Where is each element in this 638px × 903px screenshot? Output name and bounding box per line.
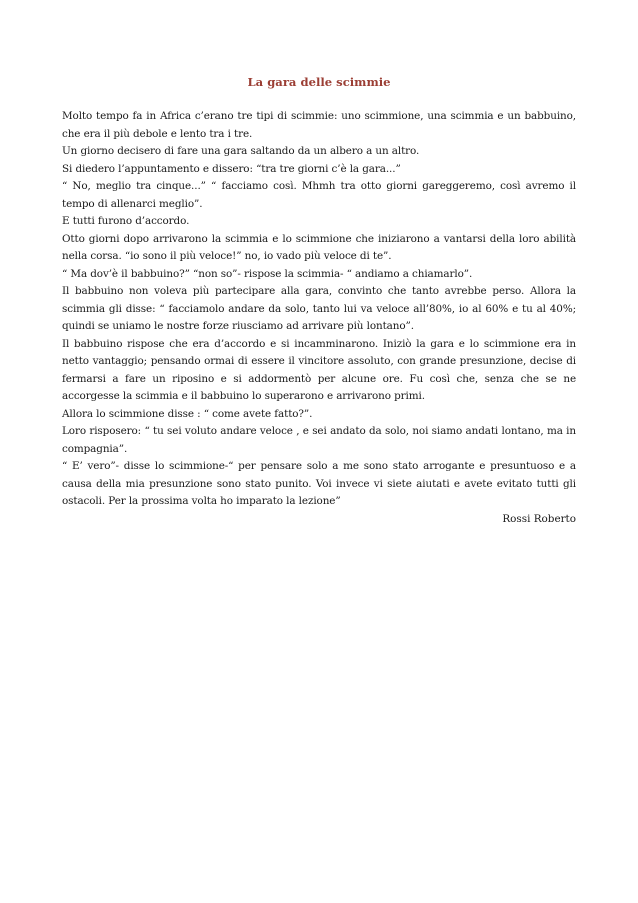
paragraph: “ No, meglio tra cinque...” “ facciamo così. Mhmh tra otto giorni gareggeremo, così avremo il tempo di allenarci meglio”. <box>62 180 576 210</box>
paragraph: Si diedero l’appuntamento e dissero: “tra tre giorni c’è la gara...” <box>62 162 401 175</box>
paragraph: Il babbuino non voleva più partecipare alla gara, convinto che tanto avrebbe perso. Allora la scimmia gli disse: “ facciamolo andare da solo, tanto lui va veloce all’80%, io al 60% e tu al 40%; quindi se uniamo le nostre forze riusciamo ad arrivare più lontano”. <box>62 285 576 332</box>
paragraph: Molto tempo fa in Africa c’erano tre tipi di scimmie: uno scimmione, una scimmia e un babbuino, che era il più debole e lento tra i tre. <box>62 110 576 140</box>
paragraph: Loro risposero: “ tu sei voluto andare veloce , e sei andato da solo, noi siamo andati lontano, ma in compagnia”. <box>62 425 576 455</box>
paragraph: Otto giorni dopo arrivarono la scimmia e lo scimmione che iniziarono a vantarsi della loro abilità nella corsa. “io sono il più veloce!” no, io vado più veloce di te”. <box>62 232 576 262</box>
paragraph: Allora lo scimmione disse : “ come avete fatto?”. <box>62 407 313 420</box>
paragraph: Un giorno decisero di fare una gara saltando da un albero a un altro. <box>62 145 420 157</box>
paragraph: “ Ma dov’è il babbuino?” “non so”- rispose la scimmia- “ andiamo a chiamarlo”. <box>62 267 473 280</box>
document-page <box>62 74 576 528</box>
paragraph: Il babbuino rispose che era d’accordo e si incamminarono. Iniziò la gara e lo scimmione era in netto vantaggio; pensando ormai di essere il vincitore assoluto, con grande presunzione, decise di fermarsi a fare un riposino e si addormentò per alcune ore. Fu così che, senza che se ne accorgesse la scimmia e il babbuino lo superarono e arrivarono primi. <box>62 337 576 402</box>
author-signature: Rossi Roberto <box>502 512 576 525</box>
paragraph: “ E’ vero”- disse lo scimmione-“ per pensare solo a me sono stato arrogante e presuntuoso e a causa della mia presunzione sono stato punito. Voi invece vi siete aiutati e avete evitato tutti gli ostacoli. Per la prossima volta ho imparato la lezione” <box>62 460 576 507</box>
paragraph: E tutti furono d’accordo. <box>62 215 190 227</box>
document-title: La gara delle scimmie <box>247 75 391 89</box>
